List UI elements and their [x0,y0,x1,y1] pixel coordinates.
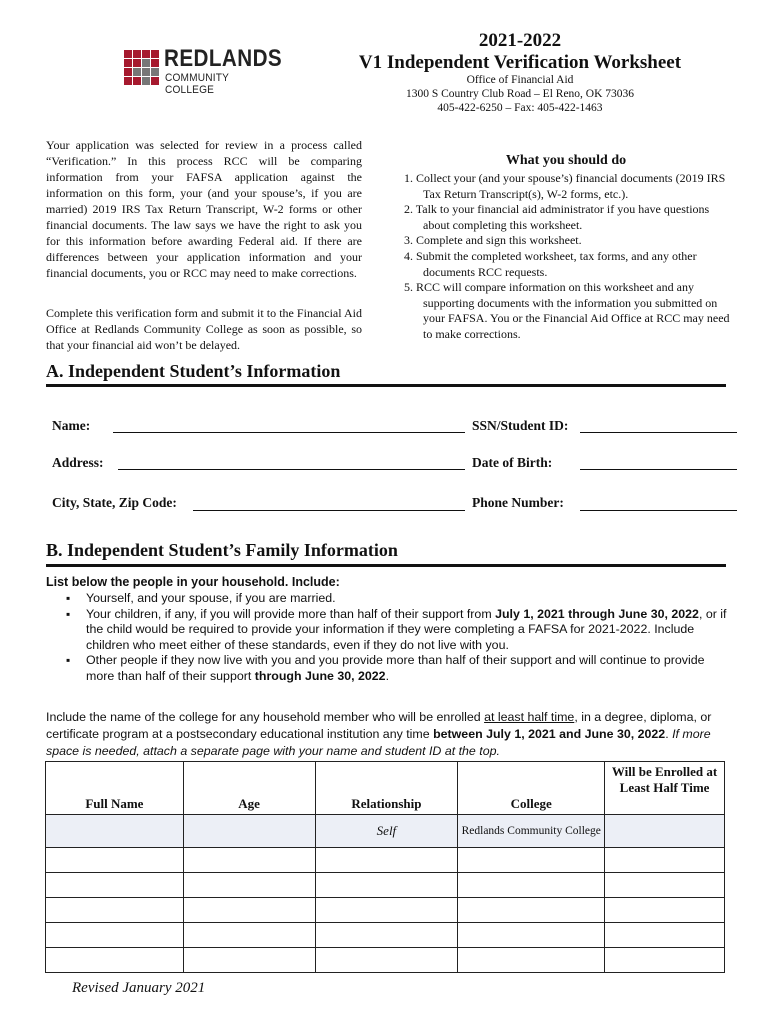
address-field[interactable] [118,469,465,470]
form-year: 2021-2022 [478,30,562,51]
enrolled-cell[interactable] [605,948,725,973]
relationship-cell[interactable] [315,848,458,873]
self-enrolled-cell[interactable] [605,815,725,848]
table-row [46,848,725,873]
age-cell[interactable] [183,873,315,898]
dob-field[interactable] [580,469,737,470]
list-item: 1. Collect your (and your spouse’s) financial documents (2019 IRS Tax Return Transcript(s), W-2 forms, etc.). [404,171,726,201]
table-row [46,898,725,923]
logo-name: REDLANDS [164,45,283,72]
self-college-cell: Redlands Community College [458,815,605,848]
list-item: ▪ Other people if they now live with you and you provide more than half of their support and will continue to provide more than half of their support through June 30, 2022. [66,653,736,684]
column-header-enrolled: Will be Enrolled at Least Half Time [605,762,725,815]
household-list-intro: List below the people in your household. Include: [46,575,340,589]
list-item: ▪ Your children, if any, if you will provide more than half of their support from July 1, 2021 through June 30, 2022, or if the child would be required to provide your information if they were completing a FAFSA for 2021-2022. Include children who meet either of these standards, even if they do not live with you. [66,607,736,654]
section-b-divider [46,564,726,567]
column-header-age: Age [183,762,315,815]
ssn-field[interactable] [580,432,737,433]
ssn-label: SSN/Student ID: [472,418,569,433]
list-item: 4. Submit the completed worksheet, tax forms, and any other documents RCC requests. [404,248,697,279]
enrolled-cell[interactable] [605,923,725,948]
intro-instructions: Complete this verification form and submit it to the Financial Aid Office at Redlands Community College as soon as possible, so that your financial aid won’t be delayed. [46,306,362,352]
section-b-heading: B. Independent Student’s Family Information [46,540,398,560]
revision-date: Revised January 2021 [72,980,206,996]
household-include-list [66,591,736,684]
section-a-divider [46,384,726,387]
name-cell[interactable] [46,848,184,873]
section-a-heading: A. Independent Student’s Information [46,361,341,381]
list-item: 5. RCC will compare information on this worksheet and any supporting documents with the information you submitted on your FAFSA. You or the Financial Aid Office at RCC may need to make corrections. [404,280,730,341]
age-cell[interactable] [183,948,315,973]
relationship-cell[interactable] [315,948,458,973]
what-to-do-steps [404,171,734,343]
college-logo [124,45,283,96]
table-row-self [46,815,725,848]
name-cell[interactable] [46,948,184,973]
name-field[interactable] [113,432,465,433]
column-header-college: College [458,762,605,815]
college-enrollment-instructions: Include the name of the college for any household member who will be enrolled at least half time, in a degree, diploma, or certificate program at a postsecondary educational institution any time between July 1, 2021 and June 30, 2022. If more space is needed, attach a separate page with your name and student ID at the top. [46,710,712,758]
logo-grid-icon [124,50,160,84]
household-table [45,761,725,973]
phone-field[interactable] [580,510,737,511]
table-row [46,948,725,973]
name-label: Name: [52,418,91,433]
name-cell[interactable] [46,898,184,923]
office-phone: 405-422-6250 – Fax: 405-422-1463 [437,102,603,114]
name-cell[interactable] [46,873,184,898]
phone-label: Phone Number: [472,495,564,510]
relationship-cell[interactable] [315,873,458,898]
address-label: Address: [52,455,104,470]
table-header-row [46,762,725,815]
relationship-cell[interactable] [315,898,458,923]
table-row [46,923,725,948]
enrolled-cell[interactable] [605,848,725,873]
column-header-full-name: Full Name [46,762,184,815]
age-cell[interactable] [183,923,315,948]
college-cell[interactable] [458,873,605,898]
enrolled-cell[interactable] [605,898,725,923]
college-cell[interactable] [458,923,605,948]
college-cell[interactable] [458,948,605,973]
relationship-cell[interactable] [315,923,458,948]
self-name-cell[interactable] [46,815,184,848]
age-cell[interactable] [183,898,315,923]
self-age-cell[interactable] [183,815,315,848]
logo-subtitle: COMMUNITY COLLEGE [165,72,229,96]
office-name: Office of Financial Aid [466,74,574,86]
office-address: 1300 S Country Club Road – El Reno, OK 73036 [405,88,635,100]
name-cell[interactable] [46,923,184,948]
what-to-do-title: What you should do [505,153,627,168]
college-cell[interactable] [458,848,605,873]
list-item: 3. Complete and sign this worksheet. [404,233,582,248]
column-header-relationship: Relationship [315,762,458,815]
list-item: ▪ Yourself, and your spouse, if you are married. [66,591,736,607]
dob-label: Date of Birth: [472,455,553,470]
age-cell[interactable] [183,848,315,873]
self-relationship-cell: Self [315,815,458,848]
list-item: 2. Talk to your financial aid administrator if you have questions about completing this worksheet. [404,202,710,232]
intro-paragraph: Your application was selected for review in a process called “Verification.” In this process RCC will be comparing information from your FAFSA application against the information on this form, your (and your spouse’s, if you are married) 2019 IRS Tax Return Transcript, W-2 forms or other financial documents. The law says we have the right to ask you for this information before awarding Federal aid. If there are differences between your application information and your financial documents, you or RCC may need to make corrections. [46,138,362,280]
table-row [46,873,725,898]
college-cell[interactable] [458,898,605,923]
enrolled-cell[interactable] [605,873,725,898]
city-state-zip-field[interactable] [193,510,465,511]
city-state-zip-label: City, State, Zip Code: [52,495,177,510]
form-title: V1 Independent Verification Worksheet [358,52,682,73]
